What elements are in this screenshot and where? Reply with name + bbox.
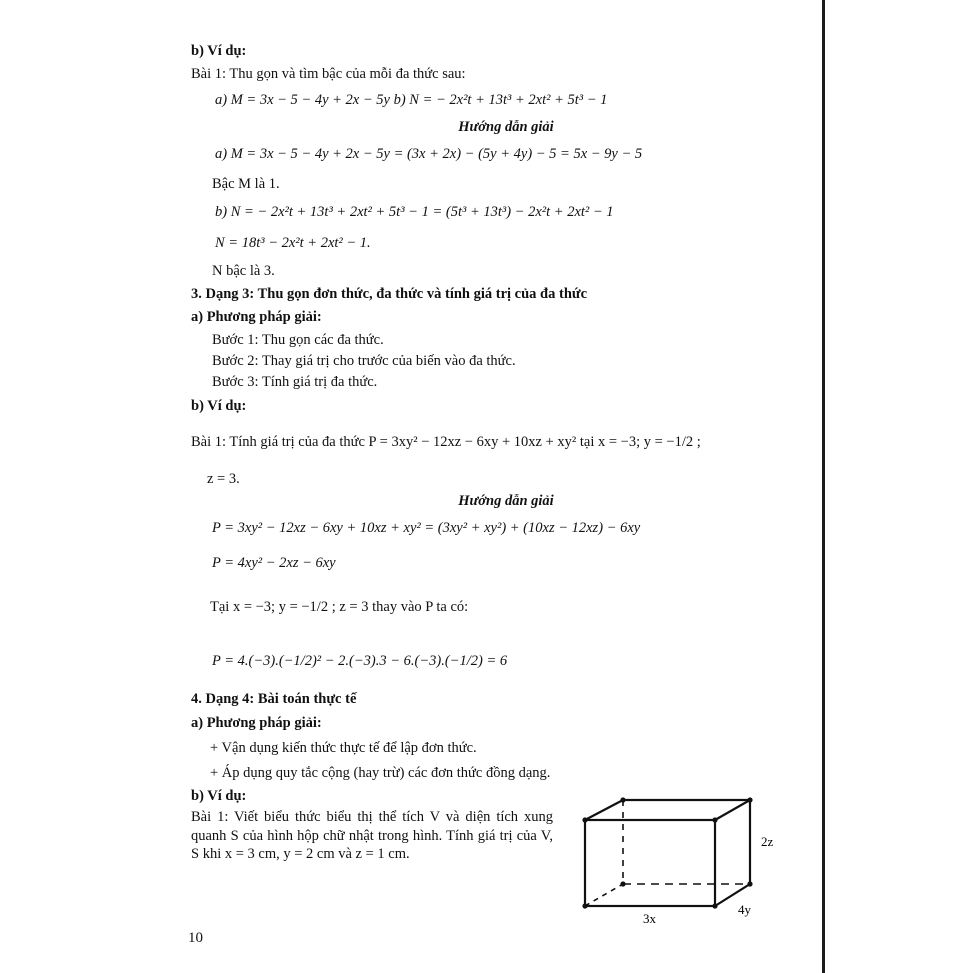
section-4-heading: 4. Dạng 4: Bài toán thực tế <box>191 691 357 707</box>
degree-m: Bậc M là 1. <box>212 176 280 192</box>
solution-heading-1: Hướng dẫn giải <box>458 119 554 135</box>
solution-b: b) N = − 2x²t + 13t³ + 2xt² + 5t³ − 1 = (5t³ + 13t³) − 2x²t + 2xt² − 1 <box>215 204 614 220</box>
page-number: 10 <box>188 930 203 946</box>
method-heading-4: a) Phương pháp giải: <box>191 715 322 731</box>
heading-example-1: b) Ví dụ: <box>191 43 247 59</box>
exercise-box-prompt: Bài 1: Viết biểu thức biểu thị thể tích V và diện tích xung quanh S của hình hộp chữ nhật trong hình. Tính giá trị của V, S khi x = 3 cm, y = 2 cm và z = 1 cm. <box>191 809 553 862</box>
rectangular-box-figure <box>575 790 785 925</box>
solution-p-step2: P = 4xy² − 2xz − 6xy <box>212 555 336 571</box>
method-4-item-1: + Vận dụng kiến thức thực tế để lập đơn thức. <box>210 740 477 756</box>
degree-n: N bậc là 3. <box>212 263 275 279</box>
page-edge-line <box>822 0 825 973</box>
box-hidden-diagonal-edge <box>585 884 623 906</box>
label-depth: 4y <box>738 902 751 917</box>
solution-p-step1: P = 3xy² − 12xz − 6xy + 10xz + xy² = (3xy² + xy²) + (10xz − 12xz) − 6xy <box>212 520 641 536</box>
label-height: 2z <box>761 834 774 849</box>
solution-heading-3: Hướng dẫn giải <box>458 493 554 509</box>
box-front-face <box>585 820 715 906</box>
step-1: Bước 1: Thu gọn các đa thức. <box>212 332 384 348</box>
solution-a: a) M = 3x − 5 − 4y + 2x − 5y = (3x + 2x) − (5y + 4y) − 5 = 5x − 9y − 5 <box>215 146 643 162</box>
exercise-1-expressions: a) M = 3x − 5 − 4y + 2x − 5y b) N = − 2x²t + 13t³ + 2xt² + 5t³ − 1 <box>215 92 608 108</box>
substitution-line: Tại x = −3; y = −1/2 ; z = 3 thay vào P ta có: <box>210 599 469 615</box>
exercise-p-prompt: Bài 1: Tính giá trị của đa thức P = 3xy² − 12xz − 6xy + 10xz + xy² tại x = −3; y = −1/2 ; <box>191 434 701 450</box>
step-3: Bước 3: Tính giá trị đa thức. <box>212 374 378 390</box>
solution-b-result: N = 18t³ − 2x²t + 2xt² − 1. <box>215 235 371 251</box>
exercise-1-prompt: Bài 1: Thu gọn và tìm bậc của mỗi đa thức sau: <box>191 66 466 82</box>
step-2: Bước 2: Thay giá trị cho trước của biến vào đa thức. <box>212 353 516 369</box>
box-top-left-edge <box>585 800 623 820</box>
heading-example-4: b) Ví dụ: <box>191 788 247 804</box>
box-top-right-edge <box>715 800 750 820</box>
method-heading-3: a) Phương pháp giải: <box>191 309 322 325</box>
method-4-item-2: + Áp dụng quy tắc cộng (hay trừ) các đơn thức đồng dạng. <box>210 765 551 781</box>
exercise-p-z: z = 3. <box>207 471 240 487</box>
solution-p-result: P = 4.(−3).(−1/2)² − 2.(−3).3 − 6.(−3).(−1/2) = 6 <box>212 653 508 669</box>
section-3-heading: 3. Dạng 3: Thu gọn đơn thức, đa thức và tính giá trị của đa thức <box>191 286 588 302</box>
heading-example-3: b) Ví dụ: <box>191 398 247 414</box>
label-width: 3x <box>643 911 656 925</box>
